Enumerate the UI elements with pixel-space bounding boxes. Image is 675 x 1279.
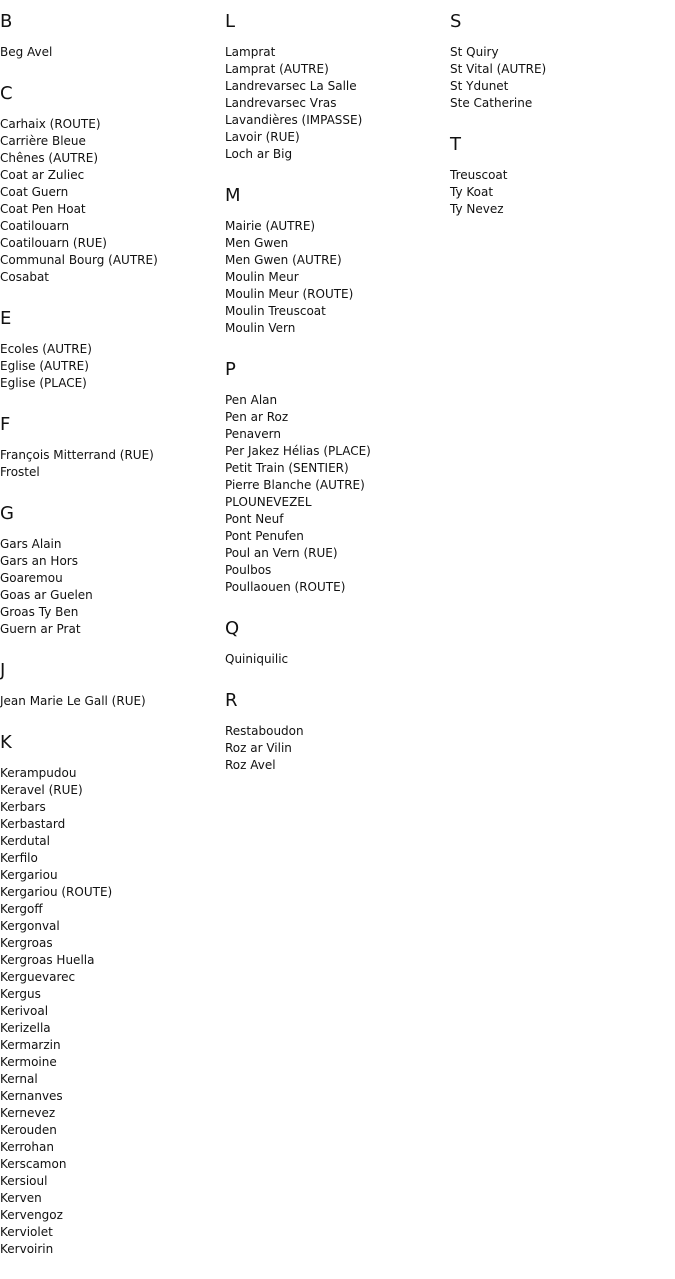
street-link[interactable]: Pen Alan [225, 393, 278, 407]
letter-heading: Q [225, 618, 240, 639]
letter-heading: J [0, 660, 6, 681]
street-link[interactable]: Men Gwen [225, 236, 289, 250]
street-link[interactable]: Keravel (RUE) [0, 783, 83, 797]
street-link[interactable]: Kerviolet [0, 1225, 53, 1239]
street-link[interactable]: Poulbos [225, 563, 272, 577]
street-link[interactable]: St Ydunet [450, 79, 509, 93]
street-link[interactable]: Groas Ty Ben [0, 605, 79, 619]
letter-heading: T [450, 134, 461, 155]
street-link[interactable]: Roz ar Vilin [225, 741, 292, 755]
street-link[interactable]: Loch ar Big [225, 147, 293, 161]
street-link[interactable]: Kervengoz [0, 1208, 63, 1222]
street-link[interactable]: Moulin Treuscoat [225, 304, 326, 318]
street-index-column-1 [0, 10, 225, 1279]
letter-heading: P [225, 359, 236, 380]
street-link[interactable]: Kergus [0, 987, 41, 1001]
street-link[interactable]: PLOUNEVEZEL [225, 495, 312, 509]
street-link[interactable]: Moulin Meur (ROUTE) [225, 287, 354, 301]
letter-group [225, 10, 450, 163]
letter-heading: S [450, 11, 462, 32]
street-link[interactable]: Ecoles (AUTRE) [0, 342, 92, 356]
letter-heading: G [0, 503, 14, 524]
street-link[interactable]: Kergonval [0, 919, 60, 933]
street-link[interactable]: Lamprat [225, 45, 276, 59]
street-link[interactable]: Restaboudon [225, 724, 304, 738]
street-link[interactable]: Treuscoat [450, 168, 508, 182]
street-link[interactable]: Pont Penufen [225, 529, 304, 543]
street-link[interactable]: Coat ar Zuliec [0, 168, 85, 182]
letter-group [450, 10, 675, 112]
street-link[interactable]: Kermarzin [0, 1038, 61, 1052]
street-link[interactable]: Pen ar Roz [225, 410, 289, 424]
letter-group [0, 10, 225, 61]
street-link[interactable]: Kergoff [0, 902, 43, 916]
street-link[interactable]: Beg Avel [0, 45, 53, 59]
street-list [0, 693, 225, 710]
street-index-column-3 [450, 10, 675, 239]
street-link[interactable]: Kerdutal [0, 834, 50, 848]
street-link[interactable]: Kernanves [0, 1089, 63, 1103]
street-link[interactable]: Lavandières (IMPASSE) [225, 113, 363, 127]
street-link[interactable]: Kernevez [0, 1106, 56, 1120]
letter-heading: F [0, 414, 11, 435]
street-link[interactable]: Kermoine [0, 1055, 57, 1069]
street-link[interactable]: Communal Bourg (AUTRE) [0, 253, 158, 267]
letter-group [450, 133, 675, 218]
letter-group [0, 413, 225, 481]
letter-group [0, 82, 225, 286]
street-list [0, 447, 225, 481]
street-link[interactable]: Pont Neuf [225, 512, 284, 526]
street-link[interactable]: Kerrohan [0, 1140, 54, 1154]
street-link[interactable]: Landrevarsec La Salle [225, 79, 357, 93]
street-link[interactable]: Kerizella [0, 1021, 51, 1035]
street-link[interactable]: Kerouden [0, 1123, 57, 1137]
street-link[interactable]: Lamprat (AUTRE) [225, 62, 329, 76]
letter-heading: K [0, 732, 12, 753]
street-link[interactable]: Pierre Blanche (AUTRE) [225, 478, 365, 492]
street-link[interactable]: Men Gwen (AUTRE) [225, 253, 342, 267]
letter-heading: B [0, 11, 13, 32]
street-link[interactable]: Kergariou [0, 868, 58, 882]
street-link[interactable]: Kersioul [0, 1174, 48, 1188]
street-link[interactable]: Ty Koat [450, 185, 494, 199]
street-list [225, 723, 450, 774]
street-link[interactable]: Goas ar Guelen [0, 588, 93, 602]
street-link[interactable]: Guern ar Prat [0, 622, 81, 636]
street-link[interactable]: Kergroas Huella [0, 953, 95, 967]
street-link[interactable]: St Vital (AUTRE) [450, 62, 547, 76]
street-link[interactable]: Kernal [0, 1072, 38, 1086]
street-list [0, 116, 225, 286]
street-link[interactable]: Per Jakez Hélias (PLACE) [225, 444, 371, 458]
street-link[interactable]: Penavern [225, 427, 281, 441]
street-link[interactable]: Jean Marie Le Gall (RUE) [0, 694, 146, 708]
street-link[interactable]: Kervoirin [0, 1242, 54, 1256]
letter-heading: M [225, 185, 241, 206]
street-link[interactable]: Kerscamon [0, 1157, 67, 1171]
street-link[interactable]: Moulin Meur [225, 270, 299, 284]
street-list [0, 341, 225, 392]
street-link[interactable]: St Quiry [450, 45, 499, 59]
street-link[interactable]: Lavoir (RUE) [225, 130, 300, 144]
street-list [0, 765, 225, 1258]
street-link[interactable]: Moulin Vern [225, 321, 296, 335]
street-link[interactable]: Chênes (AUTRE) [0, 151, 99, 165]
street-link[interactable]: Carhaix (ROUTE) [0, 117, 101, 131]
street-link[interactable]: Kerampudou [0, 766, 77, 780]
street-link[interactable]: François Mitterrand (RUE) [0, 448, 154, 462]
street-list [225, 392, 450, 596]
street-link[interactable]: Coatilouarn [0, 219, 70, 233]
street-link[interactable]: Mairie (AUTRE) [225, 219, 316, 233]
street-link[interactable]: Gars an Hors [0, 554, 78, 568]
street-link[interactable]: Petit Train (SENTIER) [225, 461, 349, 475]
street-index-column-2 [225, 10, 450, 795]
street-link[interactable]: Kergroas [0, 936, 53, 950]
street-link[interactable]: Carrière Bleue [0, 134, 86, 148]
street-link[interactable]: Kergariou (ROUTE) [0, 885, 113, 899]
street-link[interactable]: Quiniquilic [225, 652, 289, 666]
letter-heading: E [0, 308, 12, 329]
street-link[interactable]: Poullaouen (ROUTE) [225, 580, 346, 594]
street-list [0, 536, 225, 638]
letter-heading: L [225, 11, 236, 32]
letter-group [0, 502, 225, 638]
street-link[interactable]: Landrevarsec Vras [225, 96, 337, 110]
street-link[interactable]: Gars Alain [0, 537, 62, 551]
letter-group [0, 307, 225, 392]
street-link[interactable]: Kerguevarec [0, 970, 76, 984]
letter-group [225, 184, 450, 337]
street-link[interactable]: Ste Catherine [450, 96, 533, 110]
street-list [450, 44, 675, 112]
letter-group [0, 659, 225, 710]
street-link[interactable]: Kerfilo [0, 851, 38, 865]
street-list [225, 651, 450, 668]
street-link[interactable]: Poul an Vern (RUE) [225, 546, 338, 560]
street-link[interactable]: Coat Guern [0, 185, 69, 199]
street-link[interactable]: Kerbastard [0, 817, 66, 831]
street-list [450, 167, 675, 218]
letter-heading: C [0, 83, 13, 104]
street-link[interactable]: Ty Nevez [450, 202, 504, 216]
street-link[interactable]: Eglise (PLACE) [0, 376, 87, 390]
street-link[interactable]: Coat Pen Hoat [0, 202, 86, 216]
street-link[interactable]: Goaremou [0, 571, 63, 585]
street-link[interactable]: Frostel [0, 465, 40, 479]
street-list [0, 44, 225, 61]
letter-group [0, 731, 225, 1258]
street-list [225, 44, 450, 163]
street-link[interactable]: Cosabat [0, 270, 50, 284]
street-link[interactable]: Eglise (AUTRE) [0, 359, 89, 373]
letter-group [225, 689, 450, 774]
street-link[interactable]: Kerven [0, 1191, 42, 1205]
letter-heading: R [225, 690, 238, 711]
street-link[interactable]: Roz Avel [225, 758, 276, 772]
letter-group [225, 358, 450, 596]
street-link[interactable]: Kerbars [0, 800, 46, 814]
letter-group [225, 617, 450, 668]
street-link[interactable]: Kerivoal [0, 1004, 49, 1018]
street-list [225, 218, 450, 337]
street-link[interactable]: Coatilouarn (RUE) [0, 236, 107, 250]
